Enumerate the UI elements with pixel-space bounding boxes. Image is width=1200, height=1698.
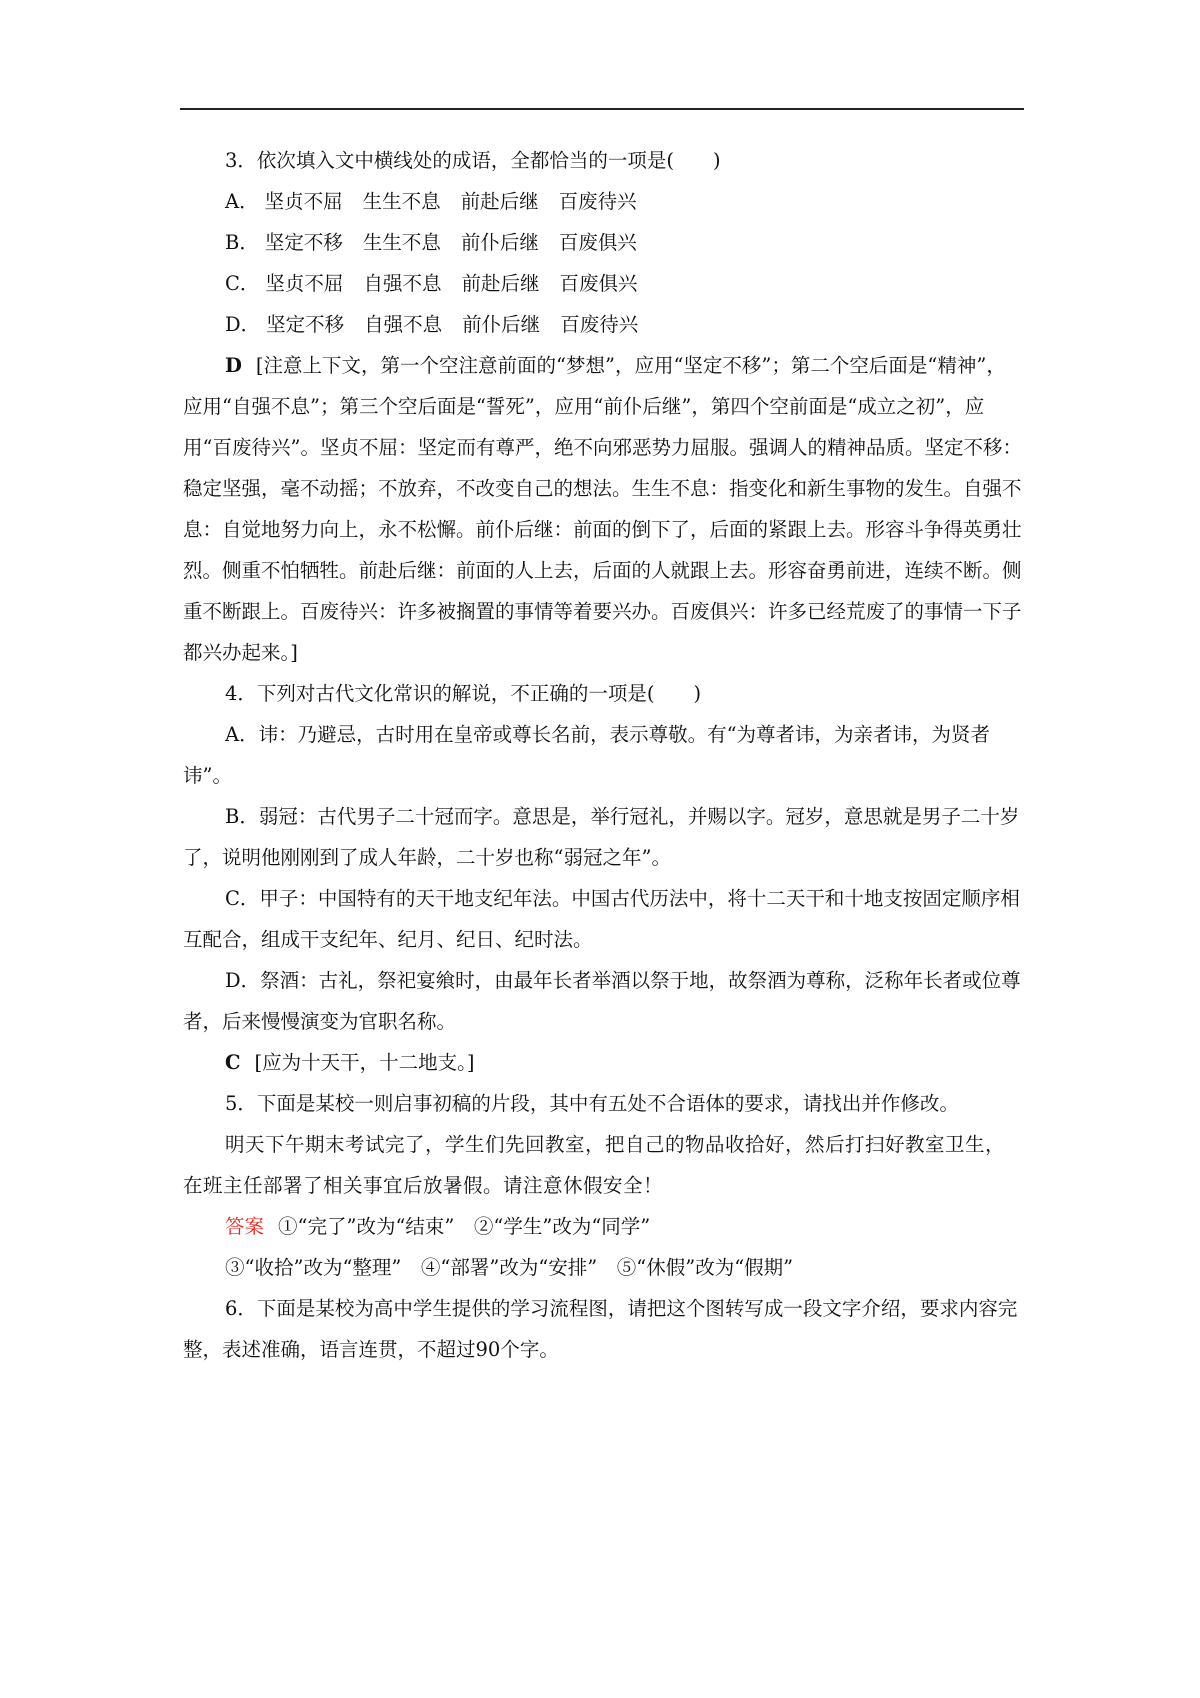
question-6-stem: 6．下面是某校为高中学生提供的学习流程图，请把这个图转写成一段文字介绍，要求内容完整，表述准确，语言连贯，不超过90个字。 — [183, 1297, 1018, 1361]
header-rule — [180, 108, 1024, 110]
answer-letter: C — [225, 1051, 241, 1074]
answer-explanation: [注意上下文，第一个空注意前面的“梦想”，应用“坚定不移”；第二个空后面是“精神”，应用“自强不息”；第三个空后面是“誓死”，应用“前仆后继”，第四个空前面是“成立之初”，应用“百废待兴”。坚贞不屈：坚定而有尊严，绝不向邪恶势力屈服。强调人的精神品质。坚定不移：稳定坚强，毫不动摇；不放弃，不改变自己的想法。生生不息：指变化和新生事物的发生。自强不息：自觉地努力向上，永不松懈。前仆后继：前面的倒下了，后面的紧跟上去。形容斗争得英勇壮烈。侧重不怕牺牲。前赴后继：前面的人上去，后面的人就跟上去。形容奋勇前进，连续不断。侧重不断跟上。百废待兴：许多被搁置的事情等着要兴办。百废俱兴：许多已经荒废了的事情一下子都兴办起来。] — [183, 354, 1022, 664]
question-5-stem: 5．下面是某校一则启事初稿的片段，其中有五处不合语体的要求，请找出并作修改。 — [225, 1092, 959, 1115]
question-4-option-b: B．弱冠：古代男子二十冠而字。意思是，举行冠礼，并赐以字。冠岁，意思就是男子二十岁了，说明他刚刚到了成人年龄，二十岁也称“弱冠之年”。 — [183, 805, 1020, 869]
question-4-option-c: C．甲子：中国特有的天干地支纪年法。中国古代历法中，将十二天干和十地支按固定顺序相互配合，组成干支纪年、纪月、纪日、纪时法。 — [183, 887, 1020, 951]
answer-label: 答案 — [225, 1215, 265, 1238]
question-3-option-a: A． 坚贞不屈 生生不息 前赴后继 百废待兴 — [225, 190, 637, 213]
question-3-stem: 3．依次填入文中横线处的成语，全都恰当的一项是( ) — [225, 149, 721, 172]
question-3-option-d: D． 坚定不移 自强不息 前仆后继 百废待兴 — [225, 313, 639, 336]
question-5-answer-line-1: 答案 ①“完了”改为“结束” ②“学生”改为“同学” — [225, 1215, 651, 1238]
answer-explanation: [应为十天干，十二地支。] — [254, 1051, 475, 1074]
question-3-option-b: B． 坚定不移 生生不息 前仆后继 百废俱兴 — [225, 231, 637, 254]
document-body — [183, 140, 1023, 1370]
answer-letter: D — [225, 354, 242, 377]
question-5-answer-line-2: ③“收拾”改为“整理” ④“部署”改为“安排” ⑤“休假”改为“假期” — [225, 1256, 794, 1279]
question-3-answer — [183, 345, 1023, 673]
question-5-passage: 明天下午期末考试完了，学生们先回教室，把自己的物品收拾好，然后打扫好教室卫生，在班主任部署了相关事宜后放暑假。请注意休假安全！ — [183, 1133, 1006, 1197]
question-4-stem: 4．下列对古代文化常识的解说，不正确的一项是( ) — [225, 682, 702, 705]
question-4-option-a: A．讳：乃避忌，古时用在皇帝或尊长名前，表示尊敬。有“为尊者讳，为亲者讳，为贤者讳”。 — [183, 723, 991, 787]
question-3-option-c: C． 坚贞不屈 自强不息 前赴后继 百废俱兴 — [225, 272, 638, 295]
question-4-option-d: D．祭酒：古礼，祭祀宴飨时，由最年长者举酒以祭于地，故祭酒为尊称，泛称年长者或位尊者，后来慢慢演变为官职名称。 — [183, 969, 1021, 1033]
question-4-answer — [183, 1042, 1023, 1083]
